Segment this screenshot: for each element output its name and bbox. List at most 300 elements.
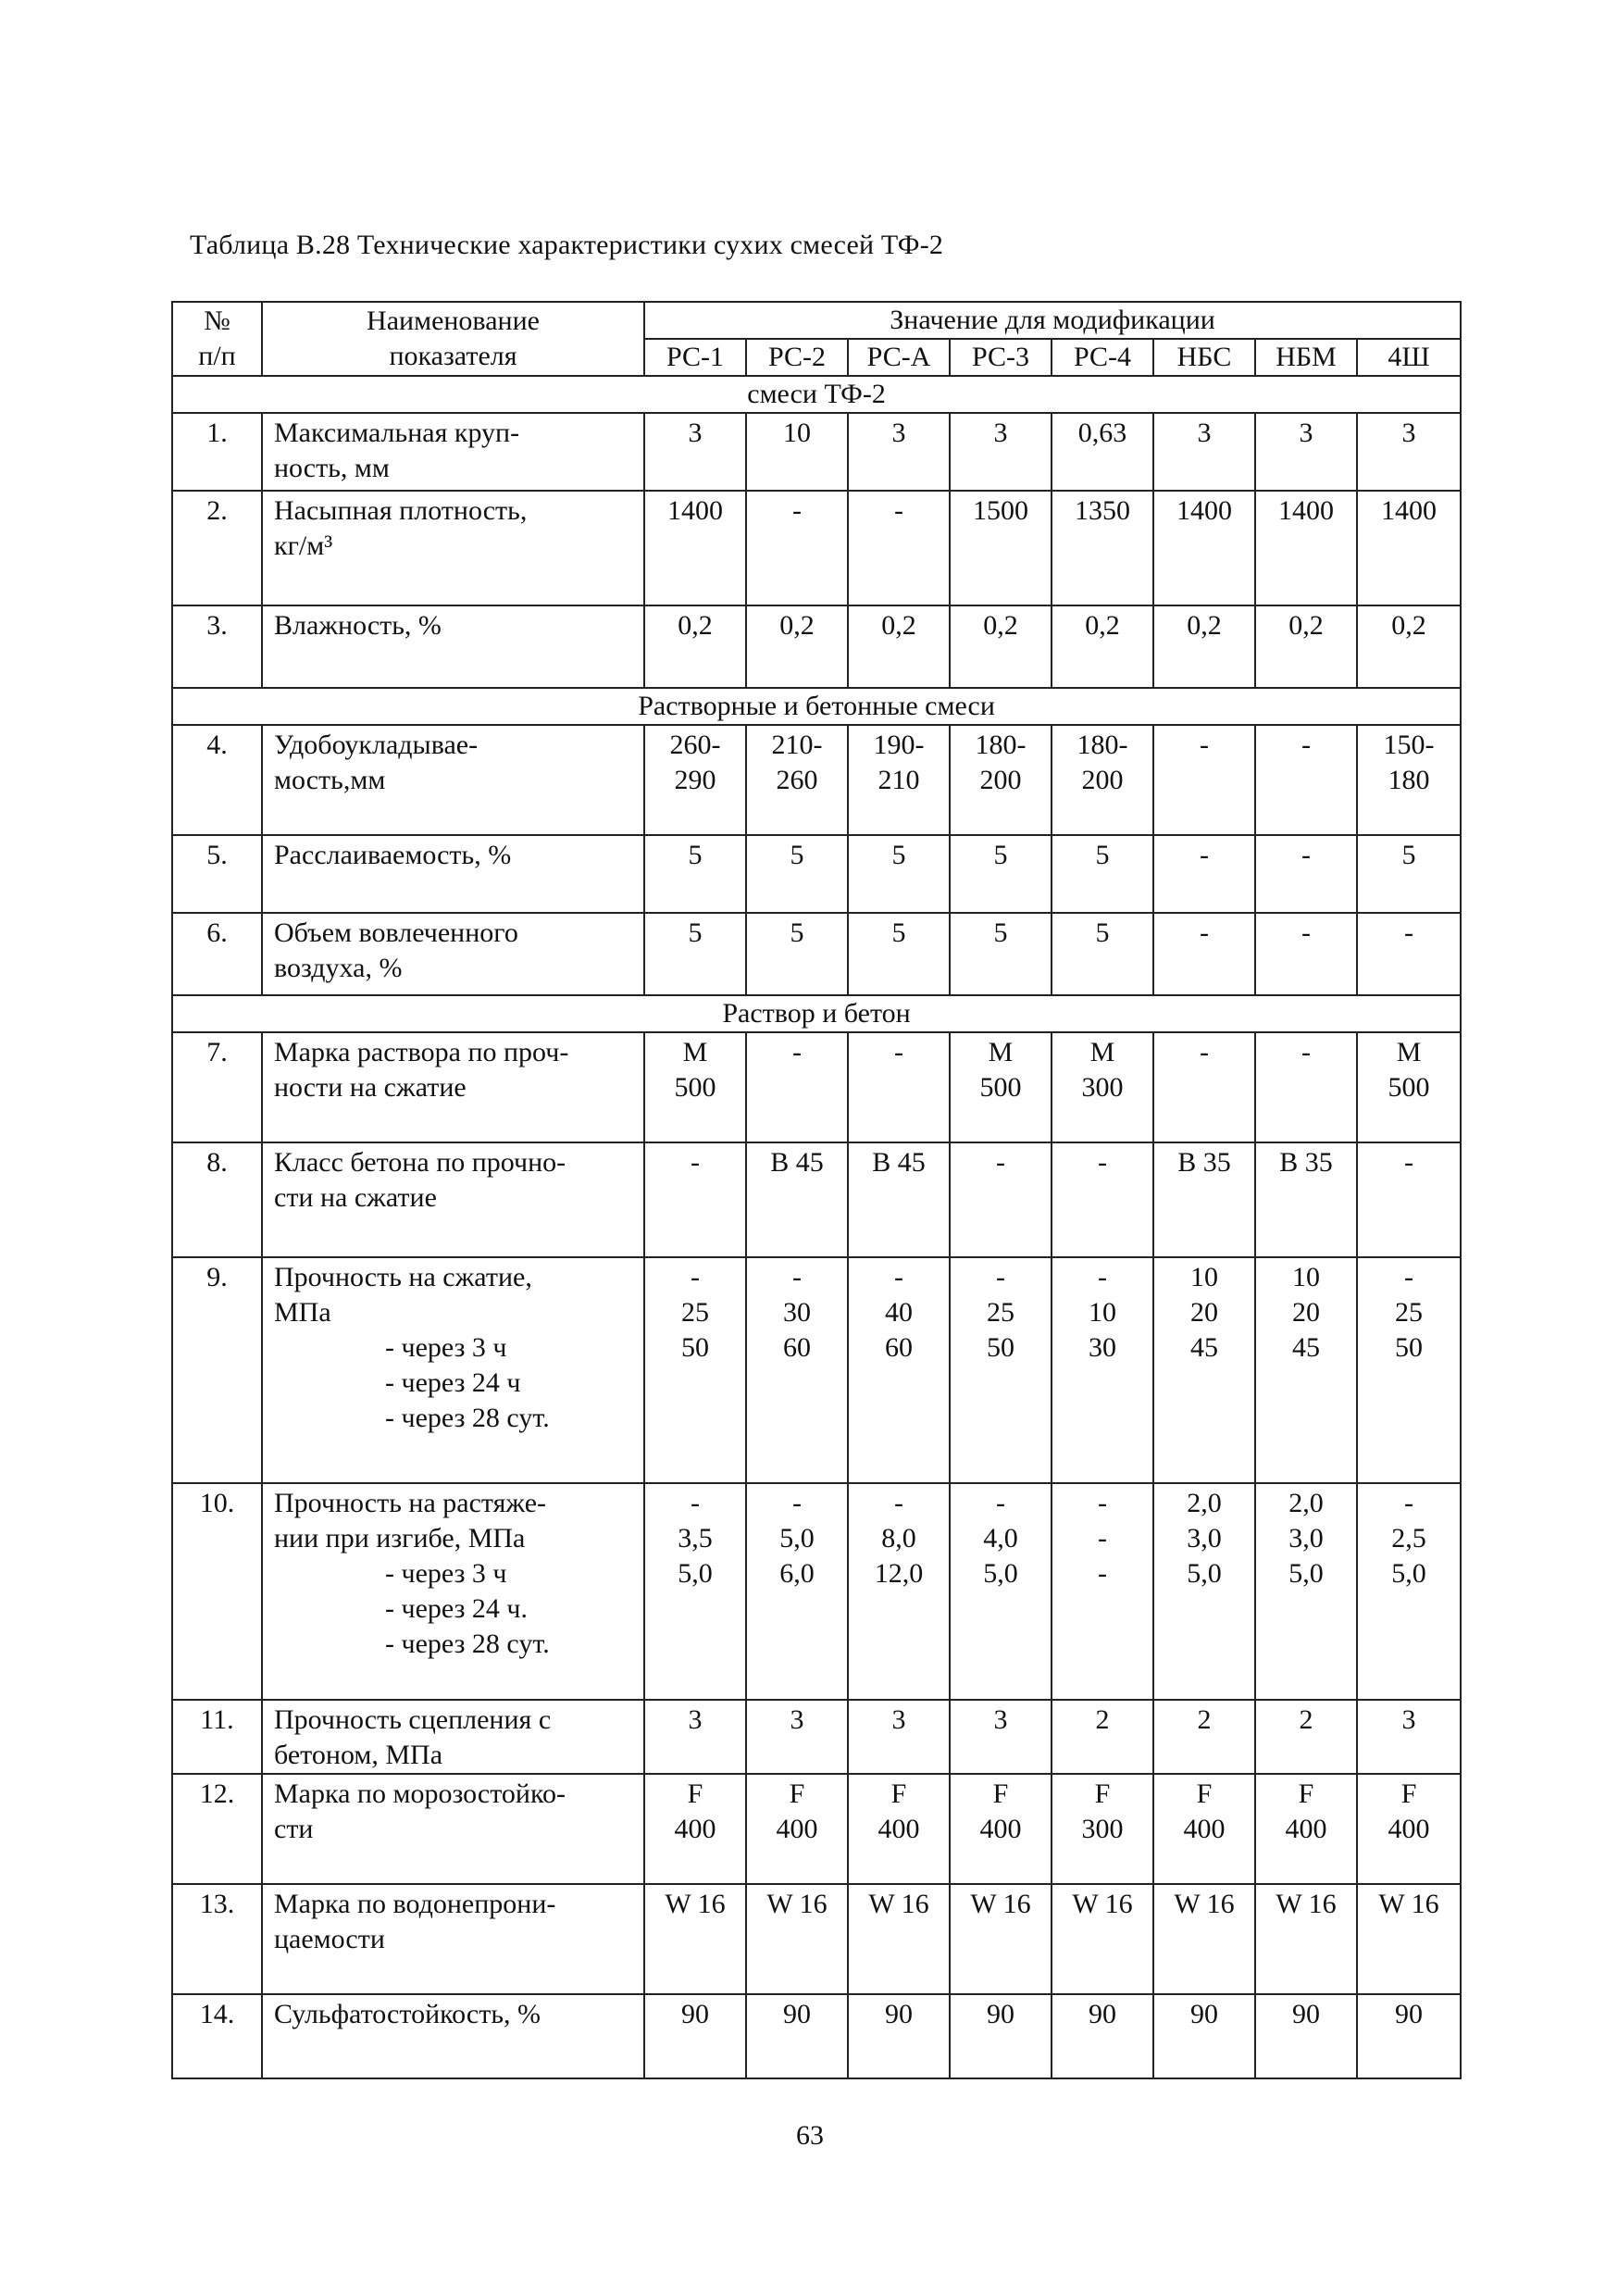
value-cell — [1255, 413, 1357, 491]
cell-line: 5 — [993, 840, 1008, 870]
cell-line: М — [682, 1037, 708, 1067]
table-row — [172, 835, 1461, 913]
value-cell — [848, 1032, 950, 1142]
value-cell — [1357, 1994, 1461, 2078]
cell-line: 2 — [1299, 1704, 1313, 1735]
value-cell — [848, 1142, 950, 1257]
cell-line: 500 — [674, 1072, 716, 1103]
value-cell — [1153, 413, 1255, 491]
cell-line: - — [894, 1488, 903, 1518]
cell-line: мость,мм — [274, 765, 386, 795]
cell-line: 45 — [1190, 1332, 1218, 1363]
value-cell — [644, 491, 746, 605]
cell-line: 1400 — [1381, 495, 1438, 526]
value-cell — [644, 1774, 746, 1884]
cell-line: 3 — [790, 1704, 804, 1735]
section-row — [172, 376, 1461, 413]
value-cell — [1153, 1774, 1255, 1884]
cell-line: В 45 — [770, 1147, 824, 1178]
cell-line: 400 — [979, 1814, 1022, 1844]
value-cell — [950, 1142, 1052, 1257]
value-cell — [848, 605, 950, 688]
cell-line: 0,63 — [1077, 418, 1127, 448]
value-cell — [1357, 913, 1461, 995]
value-cell — [1052, 835, 1153, 913]
specs-table — [171, 301, 1462, 2079]
value-cell — [950, 913, 1052, 995]
value-cell — [848, 835, 950, 913]
value-cell — [1052, 1142, 1153, 1257]
cell-line: 0,2 — [1288, 610, 1324, 641]
cell-line: 0,2 — [678, 610, 713, 641]
value-cell — [1255, 1483, 1357, 1700]
cell-line: - — [1404, 1488, 1414, 1518]
value-cell — [1255, 1884, 1357, 1994]
column-header: РС-А — [848, 339, 950, 376]
cell-line: 5 — [790, 917, 804, 948]
cell-line: 5 — [993, 917, 1008, 948]
table-row — [172, 913, 1461, 995]
value-cell — [1357, 1142, 1461, 1257]
value-cell — [848, 1994, 950, 2078]
cell-line: 90 — [1395, 1999, 1424, 2029]
cell-line: 0,2 — [1391, 610, 1426, 641]
value-cell — [1255, 835, 1357, 913]
cell-line: - — [894, 495, 903, 526]
cell-line: 90 — [681, 1999, 709, 2029]
value-cell — [644, 1032, 746, 1142]
cell-line: 190- — [873, 730, 925, 760]
cell-line: Расслаиваемость, % — [274, 840, 512, 870]
value-cell — [1153, 491, 1255, 605]
cell-line: показателя — [389, 341, 517, 371]
cell-line: 3 — [1299, 418, 1313, 448]
cell-line: 5 — [1095, 917, 1110, 948]
row-name — [262, 413, 644, 491]
cell-line: Наименование — [367, 306, 540, 336]
table-row — [172, 1032, 1461, 1142]
cell-line: - — [1098, 1147, 1107, 1178]
value-cell — [1153, 1257, 1255, 1483]
cell-line: - — [1301, 917, 1311, 948]
value-cell — [1052, 913, 1153, 995]
cell-line: - — [1404, 1147, 1414, 1178]
value-cell — [1357, 1032, 1461, 1142]
column-header: НБС — [1153, 339, 1255, 376]
value-cell — [950, 1257, 1052, 1483]
value-cell — [950, 1884, 1052, 1994]
value-cell — [1153, 725, 1255, 835]
cell-line: 260- — [669, 730, 721, 760]
cell-line: сти — [274, 1814, 314, 1844]
value-cell — [848, 1700, 950, 1774]
section-title: Растворные и бетонные смеси — [172, 688, 1461, 725]
cell-line: нии при изгибе, МПа — [274, 1523, 526, 1554]
row-number: 6. — [172, 913, 262, 995]
value-cell — [1255, 491, 1357, 605]
cell-line: 10 — [1292, 1262, 1320, 1292]
cell-line: 180- — [1077, 730, 1128, 760]
cell-line: В 35 — [1177, 1147, 1231, 1178]
row-name — [262, 725, 644, 835]
row-number: 9. — [172, 1257, 262, 1483]
cell-line: 5,0 — [779, 1523, 815, 1554]
cell-line: цаемости — [274, 1924, 385, 1954]
cell-line: 50 — [1395, 1332, 1424, 1363]
value-cell — [1255, 1257, 1357, 1483]
row-number: 11. — [172, 1700, 262, 1774]
row-name — [262, 1700, 644, 1774]
value-cell — [848, 1884, 950, 1994]
cell-line: - — [792, 1037, 802, 1067]
cell-line: 3 — [891, 418, 906, 448]
table-row — [172, 1884, 1461, 1994]
cell-line: F — [789, 1778, 805, 1809]
column-header: РС-2 — [746, 339, 848, 376]
value-cell — [950, 1700, 1052, 1774]
cell-line: 2,0 — [1288, 1488, 1324, 1518]
value-cell — [746, 835, 848, 913]
cell-line: F — [1298, 1778, 1314, 1809]
value-cell — [644, 1884, 746, 1994]
value-cell — [1052, 605, 1153, 688]
value-cell — [1357, 1257, 1461, 1483]
cell-line: - — [1098, 1523, 1107, 1554]
value-cell — [950, 835, 1052, 913]
cell-line: - — [1200, 840, 1209, 870]
section-title: Раствор и бетон — [172, 995, 1461, 1032]
cell-line: - — [1098, 1262, 1107, 1292]
cell-line: F — [1094, 1778, 1111, 1809]
value-cell — [746, 1483, 848, 1700]
cell-line: - — [1098, 1488, 1107, 1518]
value-cell — [1357, 605, 1461, 688]
cell-line: 400 — [1183, 1814, 1226, 1844]
row-name — [262, 835, 644, 913]
cell-line: 5,0 — [1187, 1558, 1222, 1589]
cell-line: - — [1200, 1037, 1209, 1067]
cell-line: - — [792, 495, 802, 526]
cell-line: 400 — [877, 1814, 920, 1844]
value-cell — [746, 913, 848, 995]
value-cell — [1052, 1700, 1153, 1774]
row-number: 4. — [172, 725, 262, 835]
cell-line: В 35 — [1279, 1147, 1333, 1178]
value-cell — [950, 491, 1052, 605]
cell-line: F — [890, 1778, 907, 1809]
cell-line: W 16 — [665, 1889, 726, 1919]
row-name — [262, 605, 644, 688]
cell-line: 3 — [1401, 1704, 1416, 1735]
cell-line: Прочность на растяже- — [274, 1488, 547, 1518]
cell-line: - через 28 сут. — [385, 1403, 550, 1433]
table-row — [172, 413, 1461, 491]
value-cell — [644, 1257, 746, 1483]
value-cell — [1052, 1483, 1153, 1700]
cell-line: 50 — [681, 1332, 709, 1363]
value-cell — [644, 413, 746, 491]
cell-line: Марка по водонепрони- — [274, 1889, 556, 1919]
cell-line: 400 — [1388, 1814, 1430, 1844]
column-header: РС-4 — [1052, 339, 1153, 376]
cell-line: 3 — [688, 1704, 703, 1735]
cell-line: - — [792, 1488, 802, 1518]
cell-line: М — [1089, 1037, 1115, 1067]
value-cell — [1153, 1700, 1255, 1774]
row-name — [262, 1884, 644, 1994]
value-cell — [1052, 1774, 1153, 1884]
cell-line: Удобоукладывае- — [274, 730, 479, 760]
value-cell — [1153, 605, 1255, 688]
cell-line: 5 — [891, 840, 906, 870]
value-cell — [746, 1700, 848, 1774]
cell-line: 5 — [790, 840, 804, 870]
cell-line: 90 — [987, 1999, 1014, 2029]
value-cell — [644, 725, 746, 835]
cell-line: Максимальная круп- — [274, 418, 520, 448]
cell-line: 1500 — [973, 495, 1028, 526]
cell-line: - через 24 ч — [385, 1367, 521, 1398]
cell-line: 5,0 — [1288, 1558, 1324, 1589]
value-cell — [746, 1032, 848, 1142]
value-cell — [1357, 725, 1461, 835]
cell-line: 90 — [1292, 1999, 1320, 2029]
cell-line: Сульфатостойкость, % — [274, 1999, 541, 2029]
cell-line: - — [691, 1262, 700, 1292]
cell-line: 210- — [771, 730, 823, 760]
value-cell — [848, 1774, 950, 1884]
cell-line: 5 — [1095, 840, 1110, 870]
value-cell — [1357, 1884, 1461, 1994]
row-name — [262, 913, 644, 995]
value-cell — [1153, 1884, 1255, 1994]
value-cell — [1255, 725, 1357, 835]
cell-line: - — [1301, 1037, 1311, 1067]
cell-line: 10 — [1089, 1297, 1116, 1328]
cell-line: - — [996, 1147, 1005, 1178]
column-header: РС-1 — [644, 339, 746, 376]
value-cell — [950, 413, 1052, 491]
value-cell — [746, 1774, 848, 1884]
table-row — [172, 605, 1461, 688]
cell-line: сти на сжатие — [274, 1182, 437, 1213]
value-cell — [848, 1483, 950, 1700]
value-cell — [1357, 1774, 1461, 1884]
row-name — [262, 1142, 644, 1257]
cell-line: 4,0 — [983, 1523, 1018, 1554]
section-row — [172, 688, 1461, 725]
value-cell — [1153, 1483, 1255, 1700]
cell-line: 1350 — [1075, 495, 1130, 526]
header-group: Значение для модификации — [644, 302, 1461, 339]
cell-line: Прочность сцепления с — [274, 1704, 552, 1735]
value-cell — [746, 605, 848, 688]
value-cell — [1153, 1142, 1255, 1257]
cell-line: F — [1400, 1778, 1417, 1809]
value-cell — [1052, 1032, 1153, 1142]
row-number: 7. — [172, 1032, 262, 1142]
cell-line: 400 — [776, 1814, 818, 1844]
cell-line: 0,2 — [983, 610, 1018, 641]
cell-line: 90 — [783, 1999, 811, 2029]
cell-line: W 16 — [766, 1889, 828, 1919]
value-cell — [848, 491, 950, 605]
value-cell — [950, 605, 1052, 688]
row-name — [262, 1483, 644, 1700]
cell-line: 5 — [688, 917, 703, 948]
cell-line: 10 — [1190, 1262, 1218, 1292]
value-cell — [644, 605, 746, 688]
cell-line: 500 — [1388, 1072, 1430, 1103]
header-name — [262, 302, 644, 376]
cell-line: - — [996, 1262, 1005, 1292]
cell-line: - — [691, 1488, 700, 1518]
cell-line: - — [1098, 1558, 1107, 1589]
value-cell — [1052, 1994, 1153, 2078]
value-cell — [1255, 1774, 1357, 1884]
value-cell — [950, 1483, 1052, 1700]
cell-line: - через 3 ч — [385, 1558, 507, 1589]
value-cell — [950, 725, 1052, 835]
value-cell — [644, 1994, 746, 2078]
cell-line: 5 — [688, 840, 703, 870]
table-row — [172, 1142, 1461, 1257]
cell-line: 260 — [776, 765, 818, 795]
value-cell — [848, 1257, 950, 1483]
cell-line: 0,2 — [779, 610, 815, 641]
column-header: НБМ — [1255, 339, 1357, 376]
cell-line: 1400 — [667, 495, 723, 526]
header-row — [172, 302, 1461, 339]
cell-line: W 16 — [1174, 1889, 1235, 1919]
cell-line: 300 — [1081, 1814, 1124, 1844]
value-cell — [1153, 835, 1255, 913]
column-header: 4Ш — [1357, 339, 1461, 376]
cell-line: 0,2 — [1187, 610, 1222, 641]
cell-line: 2,0 — [1187, 1488, 1222, 1518]
cell-line: 3 — [993, 1704, 1008, 1735]
cell-line: W 16 — [868, 1889, 929, 1919]
table-row — [172, 491, 1461, 605]
row-name — [262, 1257, 644, 1483]
cell-line: 25 — [987, 1297, 1014, 1328]
cell-line: - — [1200, 730, 1209, 760]
cell-line: М — [1396, 1037, 1422, 1067]
cell-line: кг/м³ — [274, 530, 333, 561]
cell-line: 3,0 — [1288, 1523, 1324, 1554]
cell-line: W 16 — [970, 1889, 1031, 1919]
cell-line: 180- — [975, 730, 1027, 760]
cell-line: 40 — [885, 1297, 913, 1328]
cell-line: № — [204, 306, 230, 336]
value-cell — [1357, 1700, 1461, 1774]
cell-line: 90 — [1089, 1999, 1116, 2029]
value-cell — [848, 913, 950, 995]
cell-line: ности на сжатие — [274, 1072, 467, 1103]
cell-line: W 16 — [1072, 1889, 1133, 1919]
cell-line: воздуха, % — [274, 953, 403, 983]
cell-line: 3,5 — [678, 1523, 713, 1554]
cell-line: 20 — [1292, 1297, 1320, 1328]
cell-line: 0,2 — [881, 610, 916, 641]
cell-line: 50 — [987, 1332, 1014, 1363]
table-row — [172, 1774, 1461, 1884]
cell-line: 210 — [877, 765, 920, 795]
value-cell — [644, 835, 746, 913]
value-cell — [1052, 725, 1153, 835]
value-cell — [1052, 1257, 1153, 1483]
row-name — [262, 1774, 644, 1884]
value-cell — [746, 725, 848, 835]
value-cell — [1153, 913, 1255, 995]
cell-line: 1400 — [1278, 495, 1334, 526]
cell-line: Объем вовлеченного — [274, 917, 518, 948]
value-cell — [950, 1032, 1052, 1142]
row-number: 8. — [172, 1142, 262, 1257]
value-cell — [1153, 1994, 1255, 2078]
row-number: 13. — [172, 1884, 262, 1994]
row-number: 12. — [172, 1774, 262, 1884]
value-cell — [1255, 1142, 1357, 1257]
section-title: смеси ТФ-2 — [172, 376, 1461, 413]
cell-line: В 45 — [872, 1147, 926, 1178]
header-num — [172, 302, 262, 376]
cell-line: 90 — [885, 1999, 913, 2029]
cell-line: 180 — [1388, 765, 1430, 795]
cell-line: 5,0 — [983, 1558, 1018, 1589]
value-cell — [1255, 1032, 1357, 1142]
cell-line: F — [1196, 1778, 1213, 1809]
value-cell — [1357, 491, 1461, 605]
cell-line: 150- — [1383, 730, 1435, 760]
cell-line: Влажность, % — [274, 610, 442, 641]
cell-line: W 16 — [1276, 1889, 1337, 1919]
cell-line: 200 — [979, 765, 1022, 795]
cell-line: - — [1200, 917, 1209, 948]
value-cell — [1255, 1700, 1357, 1774]
cell-line: ность, мм — [274, 453, 390, 483]
cell-line: 25 — [681, 1297, 709, 1328]
cell-line: бетоном, МПа — [274, 1740, 443, 1770]
value-cell — [950, 1774, 1052, 1884]
cell-line: МПа — [274, 1297, 331, 1328]
value-cell — [644, 913, 746, 995]
cell-line: 3 — [1401, 418, 1416, 448]
row-number: 2. — [172, 491, 262, 605]
cell-line: - — [1301, 730, 1311, 760]
cell-line: 0,2 — [1085, 610, 1120, 641]
cell-line: - — [792, 1262, 802, 1292]
page-number: 63 — [796, 2120, 824, 2151]
cell-line: 30 — [1089, 1332, 1116, 1363]
cell-line: 400 — [674, 1814, 716, 1844]
cell-line: Прочность на сжатие, — [274, 1262, 532, 1292]
cell-line: 200 — [1081, 765, 1124, 795]
cell-line: - — [691, 1147, 700, 1178]
cell-line: 3 — [1197, 418, 1212, 448]
value-cell — [1357, 835, 1461, 913]
row-number: 3. — [172, 605, 262, 688]
cell-line: Насыпная плотность, — [274, 495, 528, 526]
cell-line: 60 — [783, 1332, 811, 1363]
cell-line: F — [687, 1778, 703, 1809]
cell-line: - — [1404, 917, 1414, 948]
value-cell — [1153, 1032, 1255, 1142]
cell-line: 3 — [993, 418, 1008, 448]
section-row — [172, 995, 1461, 1032]
cell-line: - через 28 сут. — [385, 1628, 550, 1659]
value-cell — [746, 1884, 848, 1994]
